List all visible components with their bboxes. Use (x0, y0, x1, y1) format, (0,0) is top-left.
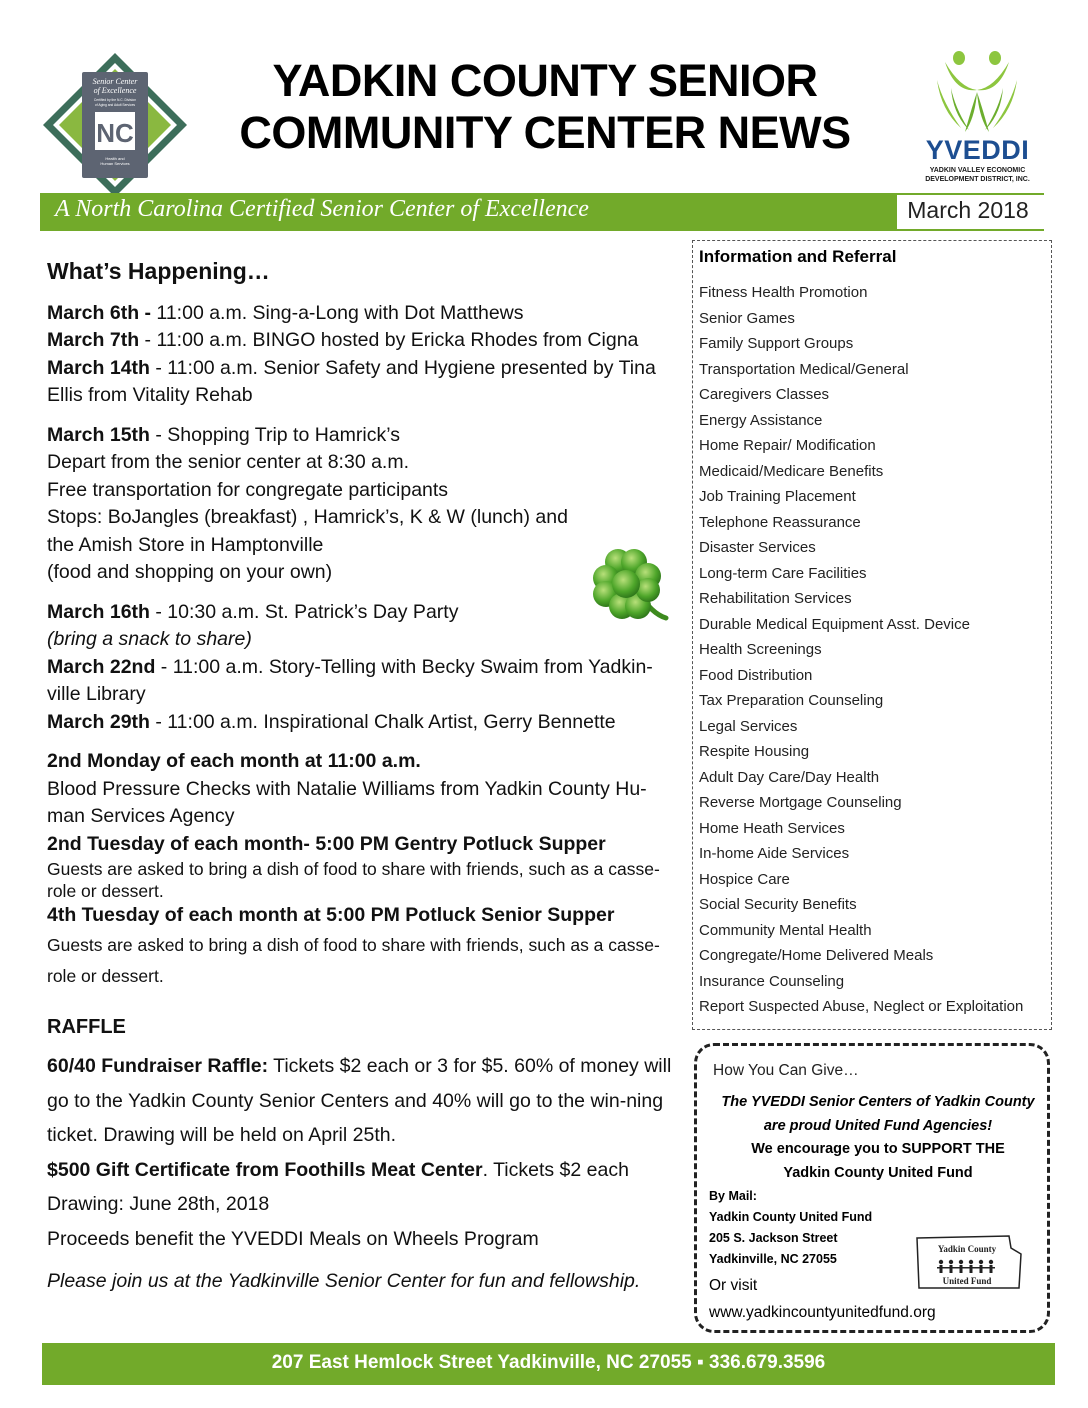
svg-text:NC: NC (96, 118, 134, 148)
mailing-address: By Mail: Yadkin County United Fund 205 S. Jackson Street Yadkinville, NC 27055 (709, 1189, 873, 1266)
referral-item: Home Heath Services (699, 819, 845, 837)
svg-text:of Excellence: of Excellence (93, 86, 137, 95)
information-referral-list (699, 280, 1049, 1020)
senior-center-of-excellence-logo (40, 50, 190, 200)
closing-invitation: Please join us at the Yadkinville Senior Center for fun and fellowship. (47, 1270, 641, 1292)
shamrock-icon (592, 548, 672, 624)
shopping-trip-event: March 15th - Shopping Trip to Hamrick’s Depart from the senior center at 8:30 a.m. Free transportation for congregate participants Stops: BoJangles (breakfast) , Hamrick’s, K & W (lunch) and the Amish Store in Hamptonville (food and shopping on your own) (47, 423, 568, 583)
event-item: March 14th - 11:00 a.m. Senior Safety and Hygiene presented by Tina Ellis from Vitality Rehab (47, 356, 656, 406)
monthly-event-title: 2nd Tuesday of each month- 5:00 PM Gentry Potluck Supper (47, 832, 606, 855)
give-title: How You Can Give… (713, 1062, 859, 1079)
event-note: (bring a snack to share) (47, 628, 252, 650)
referral-item: Insurance Counseling (699, 972, 845, 990)
raffle-item-1: 60/40 Fundraiser Raffle: Tickets $2 each or 3 for $5. 60% of money will go to the Yadkin County Senior Centers and 40% will go to the win-ning ticket. Drawing will be held on April 25th. (47, 1055, 672, 1146)
referral-item: Energy Assistance (699, 411, 823, 429)
referral-item: In-home Aide Services (699, 845, 850, 862)
monthly-event-text: Guests are asked to bring a dish of food to share with friends, such as a casse-role or dessert. (47, 934, 660, 986)
newsletter-title (200, 55, 890, 159)
referral-item: Senior Games (699, 309, 795, 327)
event-item: March 29th - 11:00 a.m. Inspirational Chalk Artist, Gerry Bennette (47, 710, 616, 733)
referral-item: Medicaid/Medicare Benefits (699, 462, 884, 480)
whats-happening-heading: What’s Happening… (47, 258, 270, 284)
monthly-event-title: 4th Tuesday of each month at 5:00 PM Potluck Senior Supper (47, 904, 615, 926)
raffle-drawing: Drawing: June 28th, 2018 (47, 1193, 270, 1215)
event-item: March 7th - 11:00 a.m. BINGO hosted by Ericka Rhodes from Cigna (47, 329, 639, 351)
referral-item: Transportation Medical/General (699, 360, 909, 378)
yveddi-subtitle: YADKIN VALLEY ECONOMIC DEVELOPMENT DISTRICT, INC. (925, 167, 1030, 183)
referral-item: Caregivers Classes (699, 386, 830, 403)
referral-item: Food Distribution (699, 666, 813, 684)
svg-text:of Aging and Adult Services: of Aging and Adult Services (94, 103, 136, 107)
united-fund-logo (913, 1232, 1025, 1292)
give-website-block (709, 1272, 936, 1326)
event-item: March 22nd - 11:00 a.m. Story-Telling with Becky Swaim from Yadkin-ville Library (47, 655, 653, 705)
or-visit-label: Or visit (709, 1277, 758, 1294)
referral-item: Health Screenings (699, 641, 822, 658)
event-item: March 16th - 10:30 a.m. St. Patrick’s Day Party (47, 600, 459, 623)
raffle-item-2: $500 Gift Certificate from Foothills Meat Center. Tickets $2 each (47, 1158, 629, 1181)
monthly-event-text: Guests are asked to bring a dish of food to share with friends, such as a casse-role or dessert. (47, 859, 660, 901)
monthly-events (47, 748, 677, 992)
svg-text:Senior Center: Senior Center (92, 77, 138, 86)
referral-item: Telephone Reassurance (699, 513, 861, 531)
referral-item: Report Suspected Abuse, Neglect or Exploitation (699, 998, 1024, 1015)
referral-item: Tax Preparation Counseling (699, 692, 884, 709)
referral-item: Rehabilitation Services (699, 590, 852, 607)
referral-item: Fitness Health Promotion (699, 284, 868, 301)
event-item: March 6th - 11:00 a.m. Sing-a-Long with Dot Matthews (47, 301, 524, 324)
united-fund-website-link[interactable]: www.yadkincountyunitedfund.org (709, 1304, 936, 1321)
footer-address-phone: 207 East Hemlock Street Yadkinville, NC 27055 ▪ 336.679.3596 (271, 1352, 826, 1373)
referral-item: Congregate/Home Delivered Meals (699, 947, 934, 964)
title-line-2: COMMUNITY CENTER NEWS (239, 107, 851, 158)
referral-item: Community Mental Health (699, 921, 872, 939)
referral-item: Hospice Care (699, 870, 790, 888)
svg-text:United Fund: United Fund (942, 1276, 992, 1286)
issue-date: March 2018 (907, 197, 1029, 223)
raffle-heading: RAFFLE (47, 1015, 126, 1038)
referral-item: Respite Housing (699, 743, 810, 760)
svg-text:Yadkin County: Yadkin County (937, 1244, 997, 1254)
yveddi-name: YVEDDI (925, 135, 1030, 165)
referral-item: Family Support Groups (699, 335, 854, 352)
referral-item: Job Training Placement (699, 488, 856, 505)
information-referral-title: Information and Referral (699, 247, 897, 266)
raffle-section (47, 1049, 677, 1256)
referral-item: Social Security Benefits (699, 896, 857, 913)
title-line-1: YADKIN COUNTY SENIOR (272, 55, 818, 106)
referral-item: Long-term Care Facilities (699, 564, 867, 582)
monthly-event-text: Blood Pressure Checks with Natalie Williams from Yadkin County Hu-man Services Agency (47, 777, 647, 827)
referral-item: Adult Day Care/Day Health (699, 768, 880, 786)
svg-text:Certified by the N.C. Division: Certified by the N.C. Division (93, 98, 137, 102)
event-group-1 (47, 300, 677, 410)
referral-item: Durable Medical Equipment Asst. Device (699, 615, 970, 633)
svg-text:Human Services: Human Services (100, 161, 130, 166)
monthly-event-title: 2nd Monday of each month at 11:00 a.m. (47, 750, 421, 772)
whats-happening-section (47, 258, 677, 1296)
referral-item: Reverse Mortgage Counseling (699, 794, 902, 811)
event-group-2 (47, 599, 677, 737)
referral-item: Home Repair/ Modification (699, 437, 876, 454)
give-message: The YVEDDI Senior Centers of Yadkin County are proud United Fund Agencies! We encourage you to SUPPORT THE Yadkin County United Fund (721, 1094, 1035, 1181)
referral-item: Legal Services (699, 717, 798, 735)
svg-text:Health and: Health and (105, 156, 125, 161)
tagline-text: A North Carolina Certified Senior Center of Excellence (55, 196, 589, 222)
raffle-proceeds: Proceeds benefit the YVEDDI Meals on Wheels Program (47, 1227, 539, 1250)
referral-item: Disaster Services (699, 539, 816, 556)
